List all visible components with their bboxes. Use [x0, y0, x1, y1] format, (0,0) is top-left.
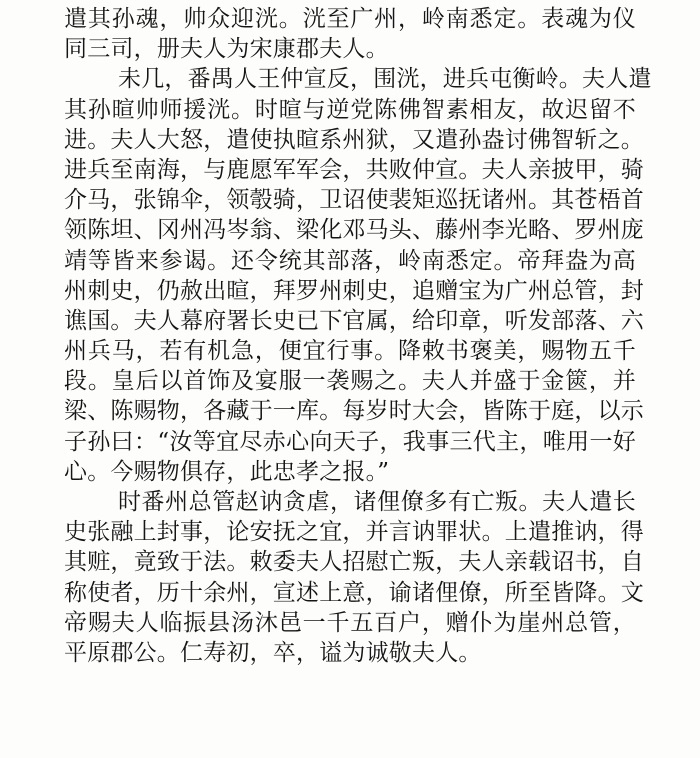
text-line: 其赃，竟致于法。敕委夫人招慰亡叛，夫人亲载诏书，自 [64, 549, 644, 576]
paragraph [64, 64, 652, 487]
text-line: 靖等皆来参谒。还令统其部落，岭南悉定。帝拜盎为高 [64, 247, 636, 274]
text-line: 同三司，册夫人为宋康郡夫人。 [64, 36, 389, 63]
text-line: 介马，张锦伞，领彀骑，卫诏使裴矩巡抚诸州。其苍梧首 [64, 187, 644, 214]
paragraph [64, 4, 636, 64]
text-line: 称使者，历十余州，宣述上意，谕诸俚僚，所至皆降。文 [64, 579, 644, 606]
text-line: 进。夫人大怒，遣使执暄系州狱，又遣孙盎讨佛智斩之。 [64, 126, 644, 153]
text-line: 未几，番禺人王仲宣反，围洸，进兵屯衡岭。夫人遣 [118, 66, 652, 93]
text-line: 梁、陈赐物，各藏于一库。每岁时大会，皆陈于庭，以示 [64, 398, 644, 425]
text-line: 子孙曰：“汝等宜尽赤心向天子，我事三代主，唯用一好 [64, 428, 636, 455]
text-line: 州刺史，仍赦出暄，拜罗州刺史，追赠宝为广州总管，封 [64, 277, 644, 304]
text-line: 帝赐夫人临振县汤沐邑一千五百户，赠仆为崖州总管， [64, 609, 636, 636]
text-line: 段。皇后以首饰及宴服一袭赐之。夫人并盛于金篋，并 [64, 368, 636, 395]
paragraph [64, 487, 644, 668]
text-line: 平原郡公。仁寿初，卒，谥为诚敬夫人。 [64, 639, 482, 666]
text-line: 进兵至南海，与鹿愿军军会，共败仲宣。夫人亲披甲，骑 [64, 156, 644, 183]
text-line: 州兵马，若有机急，便宜行事。降敕书褒美，赐物五千 [64, 338, 636, 365]
text-line: 其孙暄帅师援洸。时暄与逆党陈佛智素相友，故迟留不 [64, 96, 636, 123]
text-line: 心。今赐物俱存，此忠孝之报。” [64, 458, 390, 485]
text-line: 谯国。夫人幕府署长史已下官属，给印章，听发部落、六 [64, 307, 644, 334]
text-line: 时番州总管赵讷贪虐，诸俚僚多有亡叛。夫人遣长 [118, 489, 636, 515]
text-line: 领陈坦、冈州冯岑翁、梁化邓马头、藤州李光略、罗州庞 [64, 217, 644, 244]
text-line: 史张融上封事，论安抚之宜，并言讷罪状。上遣推讷，得 [64, 519, 644, 546]
text-block [64, 4, 652, 668]
text-line: 遣其孙魂，帅众迎洸。洸至广州，岭南悉定。表魂为仪 [64, 6, 636, 32]
